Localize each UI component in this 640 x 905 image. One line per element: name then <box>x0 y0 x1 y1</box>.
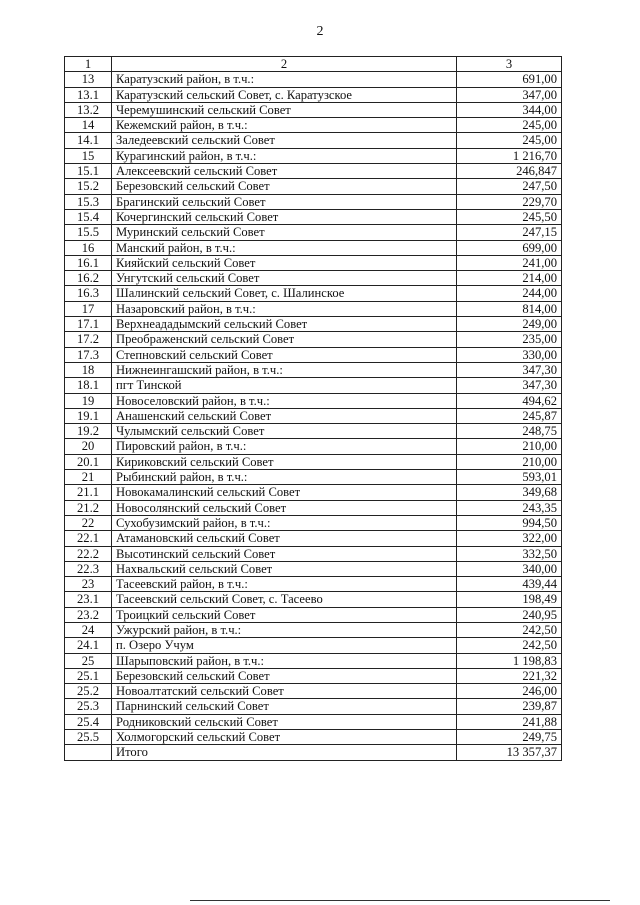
table-row <box>65 118 562 133</box>
row-name-cell: Новоселовский район, в т.ч.: <box>112 393 457 408</box>
table-row <box>65 164 562 179</box>
row-value-cell: 245,50 <box>457 209 562 224</box>
row-number-cell: 25.4 <box>65 714 112 729</box>
row-name-cell: Кияйский сельский Совет <box>112 255 457 270</box>
table-row <box>65 255 562 270</box>
table-row <box>65 699 562 714</box>
table-row <box>65 424 562 439</box>
row-value-cell: 229,70 <box>457 194 562 209</box>
table-row <box>65 439 562 454</box>
table-row <box>65 470 562 485</box>
row-name-cell: Новосолянский сельский Совет <box>112 500 457 515</box>
table-row <box>65 148 562 163</box>
row-value-cell: 235,00 <box>457 332 562 347</box>
row-value-cell: 332,50 <box>457 546 562 561</box>
row-number-cell: 20 <box>65 439 112 454</box>
row-name-cell: Шарыповский район, в т.ч.: <box>112 653 457 668</box>
row-name-cell: Каратузский район, в т.ч.: <box>112 72 457 87</box>
row-number-cell: 16.2 <box>65 271 112 286</box>
header-cell-value: 3 <box>457 57 562 72</box>
row-number-cell: 21.2 <box>65 500 112 515</box>
table-row <box>65 225 562 240</box>
table-row <box>65 668 562 683</box>
row-name-cell: Высотинский сельский Совет <box>112 546 457 561</box>
table-row <box>65 408 562 423</box>
table-row <box>65 240 562 255</box>
row-name-cell: Новокамалинский сельский Совет <box>112 485 457 500</box>
row-name-cell: Кочергинский сельский Совет <box>112 209 457 224</box>
row-name-cell: Кириковский сельский Совет <box>112 454 457 469</box>
table-row <box>65 454 562 469</box>
row-number-cell: 15.2 <box>65 179 112 194</box>
table-row <box>65 102 562 117</box>
row-number-cell: 22.3 <box>65 561 112 576</box>
row-value-cell: 330,00 <box>457 347 562 362</box>
row-name-cell: Тасеевский сельский Совет, с. Тасеево <box>112 592 457 607</box>
row-value-cell: 246,00 <box>457 684 562 699</box>
row-number-cell: 18.1 <box>65 378 112 393</box>
row-number-cell: 17.1 <box>65 317 112 332</box>
row-number-cell: 13 <box>65 72 112 87</box>
table-row <box>65 684 562 699</box>
row-number-cell: 19.1 <box>65 408 112 423</box>
row-name-cell: Преображенский сельский Совет <box>112 332 457 347</box>
row-number-cell: 24 <box>65 622 112 637</box>
row-value-cell: 241,00 <box>457 255 562 270</box>
row-name-cell: Анашенский сельский Совет <box>112 408 457 423</box>
row-number-cell: 16.1 <box>65 255 112 270</box>
row-value-cell: 247,15 <box>457 225 562 240</box>
row-value-cell: 245,00 <box>457 118 562 133</box>
row-value-cell: 221,32 <box>457 668 562 683</box>
row-number-cell: 16 <box>65 240 112 255</box>
row-number-cell: 25.2 <box>65 684 112 699</box>
table-row <box>65 485 562 500</box>
row-name-cell: Рыбинский район, в т.ч.: <box>112 470 457 485</box>
table-row <box>65 87 562 102</box>
row-name-cell: Парнинский сельский Совет <box>112 699 457 714</box>
row-value-cell: 210,00 <box>457 439 562 454</box>
row-name-cell: Атамановский сельский Совет <box>112 531 457 546</box>
row-number-cell: 25.1 <box>65 668 112 683</box>
table-row <box>65 714 562 729</box>
row-value-cell: 210,00 <box>457 454 562 469</box>
header-cell-name: 2 <box>112 57 457 72</box>
row-value-cell: 245,87 <box>457 408 562 423</box>
row-number-cell: 17.2 <box>65 332 112 347</box>
row-value-cell: 691,00 <box>457 72 562 87</box>
total-label-cell: Итого <box>112 745 457 760</box>
table-row <box>65 393 562 408</box>
table-row <box>65 179 562 194</box>
row-number-cell: 25.5 <box>65 730 112 745</box>
row-value-cell: 1 216,70 <box>457 148 562 163</box>
bottom-rule <box>190 900 610 901</box>
row-name-cell: Курагинский район, в т.ч.: <box>112 148 457 163</box>
row-name-cell: Чулымский сельский Совет <box>112 424 457 439</box>
row-name-cell: Черемушинский сельский Совет <box>112 102 457 117</box>
row-value-cell: 322,00 <box>457 531 562 546</box>
row-name-cell: Алексеевский сельский Совет <box>112 164 457 179</box>
total-value-cell: 13 357,37 <box>457 745 562 760</box>
row-number-cell: 15.4 <box>65 209 112 224</box>
row-value-cell: 814,00 <box>457 301 562 316</box>
table-row <box>65 378 562 393</box>
table-row <box>65 577 562 592</box>
row-value-cell: 247,50 <box>457 179 562 194</box>
row-value-cell: 244,00 <box>457 286 562 301</box>
row-number-cell: 15.3 <box>65 194 112 209</box>
row-number-cell: 15.5 <box>65 225 112 240</box>
row-value-cell: 1 198,83 <box>457 653 562 668</box>
table-row <box>65 561 562 576</box>
row-value-cell: 249,75 <box>457 730 562 745</box>
row-value-cell: 245,00 <box>457 133 562 148</box>
row-value-cell: 246,847 <box>457 164 562 179</box>
row-name-cell: Брагинский сельский Совет <box>112 194 457 209</box>
row-value-cell: 198,49 <box>457 592 562 607</box>
row-number-cell: 19 <box>65 393 112 408</box>
row-number-cell: 17.3 <box>65 347 112 362</box>
table-row <box>65 271 562 286</box>
row-number-cell: 25.3 <box>65 699 112 714</box>
row-name-cell: Новоалтатский сельский Совет <box>112 684 457 699</box>
row-number-cell: 17 <box>65 301 112 316</box>
row-value-cell: 994,50 <box>457 515 562 530</box>
table-row <box>65 72 562 87</box>
row-number-cell: 25 <box>65 653 112 668</box>
row-value-cell: 699,00 <box>457 240 562 255</box>
row-number-cell: 19.2 <box>65 424 112 439</box>
row-number-cell: 22.2 <box>65 546 112 561</box>
row-name-cell: Родниковский сельский Совет <box>112 714 457 729</box>
row-number-cell: 14.1 <box>65 133 112 148</box>
table-total-row <box>65 745 562 760</box>
table-row <box>65 500 562 515</box>
row-value-cell: 347,00 <box>457 87 562 102</box>
row-value-cell: 242,50 <box>457 638 562 653</box>
page-number: 2 <box>316 24 324 39</box>
row-name-cell: Тасеевский район, в т.ч.: <box>112 577 457 592</box>
row-value-cell: 240,95 <box>457 607 562 622</box>
row-number-cell: 23 <box>65 577 112 592</box>
row-number-cell: 23.1 <box>65 592 112 607</box>
row-name-cell: Степновский сельский Совет <box>112 347 457 362</box>
table-header-row <box>65 57 562 72</box>
row-value-cell: 494,62 <box>457 393 562 408</box>
row-name-cell: Нижнеингашский район, в т.ч.: <box>112 362 457 377</box>
row-number-cell: 16.3 <box>65 286 112 301</box>
table-row <box>65 607 562 622</box>
row-number-cell: 18 <box>65 362 112 377</box>
table-row <box>65 638 562 653</box>
table-row <box>65 622 562 637</box>
row-value-cell: 349,68 <box>457 485 562 500</box>
row-value-cell: 340,00 <box>457 561 562 576</box>
row-value-cell: 241,88 <box>457 714 562 729</box>
data-table <box>64 56 562 761</box>
table-row <box>65 301 562 316</box>
row-name-cell: Заледеевский сельский Совет <box>112 133 457 148</box>
row-value-cell: 347,30 <box>457 362 562 377</box>
row-number-cell: 20.1 <box>65 454 112 469</box>
row-name-cell: Ужурский район, в т.ч.: <box>112 622 457 637</box>
row-value-cell: 248,75 <box>457 424 562 439</box>
table-row <box>65 194 562 209</box>
row-number-cell: 21 <box>65 470 112 485</box>
row-name-cell: Сухобузимский район, в т.ч.: <box>112 515 457 530</box>
table-row <box>65 133 562 148</box>
row-name-cell: Березовский сельский Совет <box>112 179 457 194</box>
header-cell-number: 1 <box>65 57 112 72</box>
row-name-cell: Унгутский сельский Совет <box>112 271 457 286</box>
row-value-cell: 344,00 <box>457 102 562 117</box>
row-name-cell: Муринский сельский Совет <box>112 225 457 240</box>
row-value-cell: 593,01 <box>457 470 562 485</box>
row-number-cell: 13.2 <box>65 102 112 117</box>
row-name-cell: Кежемский район, в т.ч.: <box>112 118 457 133</box>
row-number-cell: 14 <box>65 118 112 133</box>
row-value-cell: 214,00 <box>457 271 562 286</box>
row-number-cell: 13.1 <box>65 87 112 102</box>
table-row <box>65 347 562 362</box>
total-number-cell <box>65 745 112 760</box>
row-number-cell: 22 <box>65 515 112 530</box>
row-name-cell: Каратузский сельский Совет, с. Каратузское <box>112 87 457 102</box>
row-value-cell: 347,30 <box>457 378 562 393</box>
row-name-cell: Шалинский сельский Совет, с. Шалинское <box>112 286 457 301</box>
row-value-cell: 249,00 <box>457 317 562 332</box>
row-name-cell: Верхнеададымский сельский Совет <box>112 317 457 332</box>
table-row <box>65 531 562 546</box>
table-row <box>65 362 562 377</box>
row-number-cell: 15 <box>65 148 112 163</box>
table-row <box>65 332 562 347</box>
table-row <box>65 546 562 561</box>
row-value-cell: 243,35 <box>457 500 562 515</box>
table-row <box>65 653 562 668</box>
row-name-cell: пгт Тинской <box>112 378 457 393</box>
row-name-cell: Холмогорский сельский Совет <box>112 730 457 745</box>
row-name-cell: п. Озеро Учум <box>112 638 457 653</box>
row-name-cell: Назаровский район, в т.ч.: <box>112 301 457 316</box>
table-row <box>65 730 562 745</box>
table-body <box>65 57 562 761</box>
row-number-cell: 24.1 <box>65 638 112 653</box>
row-name-cell: Троицкий сельский Совет <box>112 607 457 622</box>
row-number-cell: 23.2 <box>65 607 112 622</box>
row-value-cell: 239,87 <box>457 699 562 714</box>
table-row <box>65 286 562 301</box>
row-name-cell: Пировский район, в т.ч.: <box>112 439 457 454</box>
row-value-cell: 242,50 <box>457 622 562 637</box>
table-row <box>65 592 562 607</box>
row-name-cell: Нахвальский сельский Совет <box>112 561 457 576</box>
row-name-cell: Березовский сельский Совет <box>112 668 457 683</box>
row-number-cell: 21.1 <box>65 485 112 500</box>
table-row <box>65 209 562 224</box>
row-value-cell: 439,44 <box>457 577 562 592</box>
row-number-cell: 15.1 <box>65 164 112 179</box>
table-row <box>65 515 562 530</box>
row-number-cell: 22.1 <box>65 531 112 546</box>
row-name-cell: Манский район, в т.ч.: <box>112 240 457 255</box>
table-row <box>65 317 562 332</box>
